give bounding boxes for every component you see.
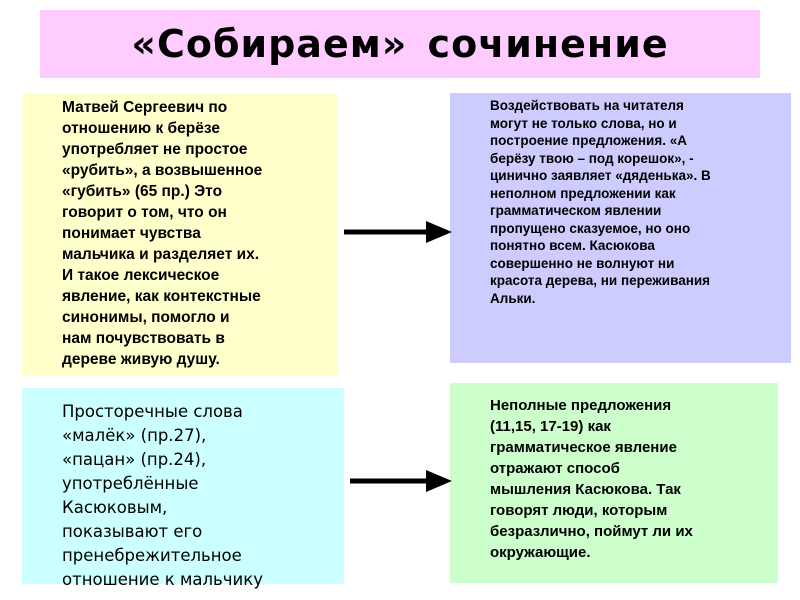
arrow-right-icon (342, 218, 454, 246)
text-block-top-left (22, 93, 338, 376)
text-block-bottom-right (450, 383, 778, 583)
text-block-top-right-text: Воздействовать на читателя могут не только слова, но и построение предложения. «А берёзу твою – под корешок», - цинично заявляет «дяденька». В неполном предложении как грамматическом явлении пропущено сказуемое, но оно понятно всем. Касюкова совершенно не волнуют ни красота дерева, ни переживания Альки. (490, 98, 711, 306)
text-block-top-left-text: Матвей Сергеевич по отношению к берёзе употребляет не простое «рубить», а возвышенное «губить» (65 пр.) Это говорит о том, что он понимает чувства мальчика и разделяет их. И такое лексическое явление, как контекстные синонимы, помогло и нам почувствовать в дереве живую душу. (62, 99, 263, 368)
text-block-bottom-left-text: Просторечные слова «малёк» (пр.27), «пацан» (пр.24), употреблённые Касюковым, показывают его пренебрежительное отношение к мальчику (62, 402, 263, 589)
text-block-bottom-left (22, 388, 344, 589)
text-block-top-right (450, 93, 791, 363)
title-banner (40, 10, 760, 78)
arrow-right-icon (348, 467, 454, 495)
text-block-bottom-right-text: Неполные предложения (11,15, 17-19) как грамматическое явление отражают способ мышления Касюкова. Так говорят люди, которым безразлично, поймут ли их окружающие. (490, 397, 693, 561)
page-title: «Собираем» сочинение (131, 22, 669, 66)
